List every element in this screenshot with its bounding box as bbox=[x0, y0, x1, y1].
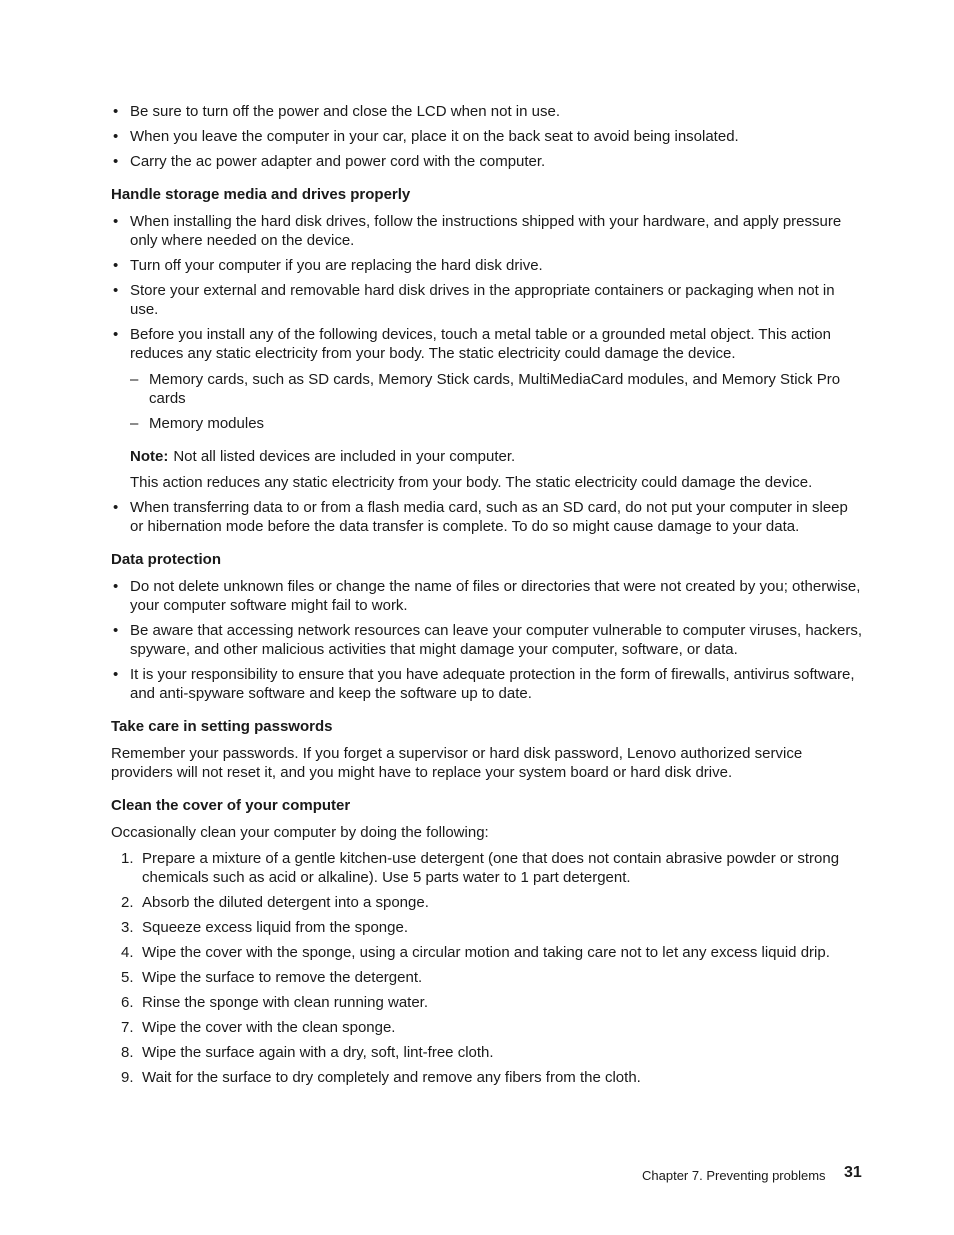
step-text: Wipe the surface again with a dry, soft, lint-free cloth. bbox=[142, 1044, 494, 1061]
clean-heading: Clean the cover of your computer bbox=[111, 797, 351, 814]
storage-bullet-list bbox=[111, 212, 863, 536]
step-text: Absorb the diluted detergent into a sponge. bbox=[142, 894, 429, 911]
step-text: Squeeze excess liquid from the sponge. bbox=[142, 919, 408, 936]
page-number: 31 bbox=[844, 1164, 862, 1181]
storage-heading: Handle storage media and drives properly bbox=[111, 186, 411, 203]
clean-intro: Occasionally clean your computer by doing the following: bbox=[111, 824, 489, 841]
list-item: • When transferring data to or from a flash media card, such as an SD card, do not put your computer in sleep or hibernation mode before the data transfer is complete. To do so might cause damage to your data. bbox=[111, 498, 863, 536]
list-item: • Turn off your computer if you are replacing the hard disk drive. bbox=[111, 256, 863, 275]
note-text: Not all listed devices are included in your computer. bbox=[173, 448, 516, 465]
step-item: 6. Rinse the sponge with clean running water. bbox=[121, 994, 429, 1011]
page-content bbox=[111, 102, 863, 1093]
dash-item: – Memory modules bbox=[130, 414, 863, 433]
step-item: 7. Wipe the cover with the clean sponge. bbox=[121, 1019, 396, 1036]
list-item-text: Before you install any of the following devices, touch a metal table or a grounded metal object. This action reduces any static electricity from your body. The static electricity could damage the device. bbox=[130, 326, 831, 362]
list-item: • Carry the ac power adapter and power cord with the computer. bbox=[111, 152, 863, 171]
passwords-text: Remember your passwords. If you forget a supervisor or hard disk password, Lenovo authorized service providers will not reset it, and you might have to replace your system board or hard disk drive. bbox=[111, 745, 803, 781]
data-protection-list bbox=[111, 577, 863, 703]
after-note-text: This action reduces any static electricity from your body. The static electricity could damage the device. bbox=[130, 474, 813, 491]
data-protection-heading: Data protection bbox=[111, 551, 222, 568]
clean-steps-list bbox=[111, 849, 863, 1087]
footer-chapter: Chapter 7. Preventing problems bbox=[642, 1168, 826, 1183]
list-item: • Be aware that accessing network resources can leave your computer vulnerable to computer viruses, hackers, spyware, and other malicious activities that might damage your computer, software, or data. bbox=[111, 621, 863, 659]
list-item: • Be sure to turn off the power and close the LCD when not in use. bbox=[111, 102, 863, 121]
list-item: • It is your responsibility to ensure that you have adequate protection in the form of firewalls, antivirus software, and anti-spyware software and keep the software up to date. bbox=[111, 665, 863, 703]
list-item bbox=[111, 325, 863, 492]
list-item: • Do not delete unknown files or change the name of files or directories that were not created by you; otherwise, your computer software might fail to work. bbox=[111, 577, 863, 615]
step-text: Rinse the sponge with clean running water. bbox=[142, 994, 429, 1011]
step-item: 9. Wait for the surface to dry completely and remove any fibers from the cloth. bbox=[121, 1069, 641, 1086]
passwords-heading: Take care in setting passwords bbox=[111, 718, 333, 735]
top-bullet-list bbox=[111, 102, 863, 171]
dash-item: – Memory cards, such as SD cards, Memory Stick cards, MultiMediaCard modules, and Memory Stick Pro cards bbox=[130, 370, 863, 408]
step-item: 1. Prepare a mixture of a gentle kitchen-use detergent (one that does not contain abrasive powder or strong chemicals such as acid or alkaline). Use 5 parts water to 1 part detergent. bbox=[121, 850, 840, 886]
step-text: Wipe the surface to remove the detergent. bbox=[142, 969, 423, 986]
step-text: Wipe the cover with the sponge, using a circular motion and taking care not to let any excess liquid drip. bbox=[142, 944, 830, 961]
list-item: • Store your external and removable hard disk drives in the appropriate containers or packaging when not in use. bbox=[111, 281, 863, 319]
list-item: • When you leave the computer in your car, place it on the back seat to avoid being insolated. bbox=[111, 127, 863, 146]
step-item: 2. Absorb the diluted detergent into a sponge. bbox=[121, 894, 429, 911]
step-item: 3. Squeeze excess liquid from the sponge. bbox=[121, 919, 408, 936]
note bbox=[130, 447, 863, 466]
list-item: • When installing the hard disk drives, follow the instructions shipped with your hardware, and apply pressure only where needed on the device. bbox=[111, 212, 863, 250]
device-dash-list bbox=[130, 370, 863, 433]
step-text: Wait for the surface to dry completely and remove any fibers from the cloth. bbox=[142, 1069, 641, 1086]
step-item: 4. Wipe the cover with the sponge, using a circular motion and taking care not to let any excess liquid drip. bbox=[121, 944, 830, 961]
step-text: Wipe the cover with the clean sponge. bbox=[142, 1019, 396, 1036]
note-label: Note: bbox=[130, 448, 169, 465]
step-item: 8. Wipe the surface again with a dry, soft, lint-free cloth. bbox=[121, 1044, 494, 1061]
step-item: 5. Wipe the surface to remove the detergent. bbox=[121, 969, 423, 986]
step-text: Prepare a mixture of a gentle kitchen-use detergent (one that does not contain abrasive powder or strong chemicals such as acid or alkaline). Use 5 parts water to 1 part detergent. bbox=[142, 850, 840, 886]
